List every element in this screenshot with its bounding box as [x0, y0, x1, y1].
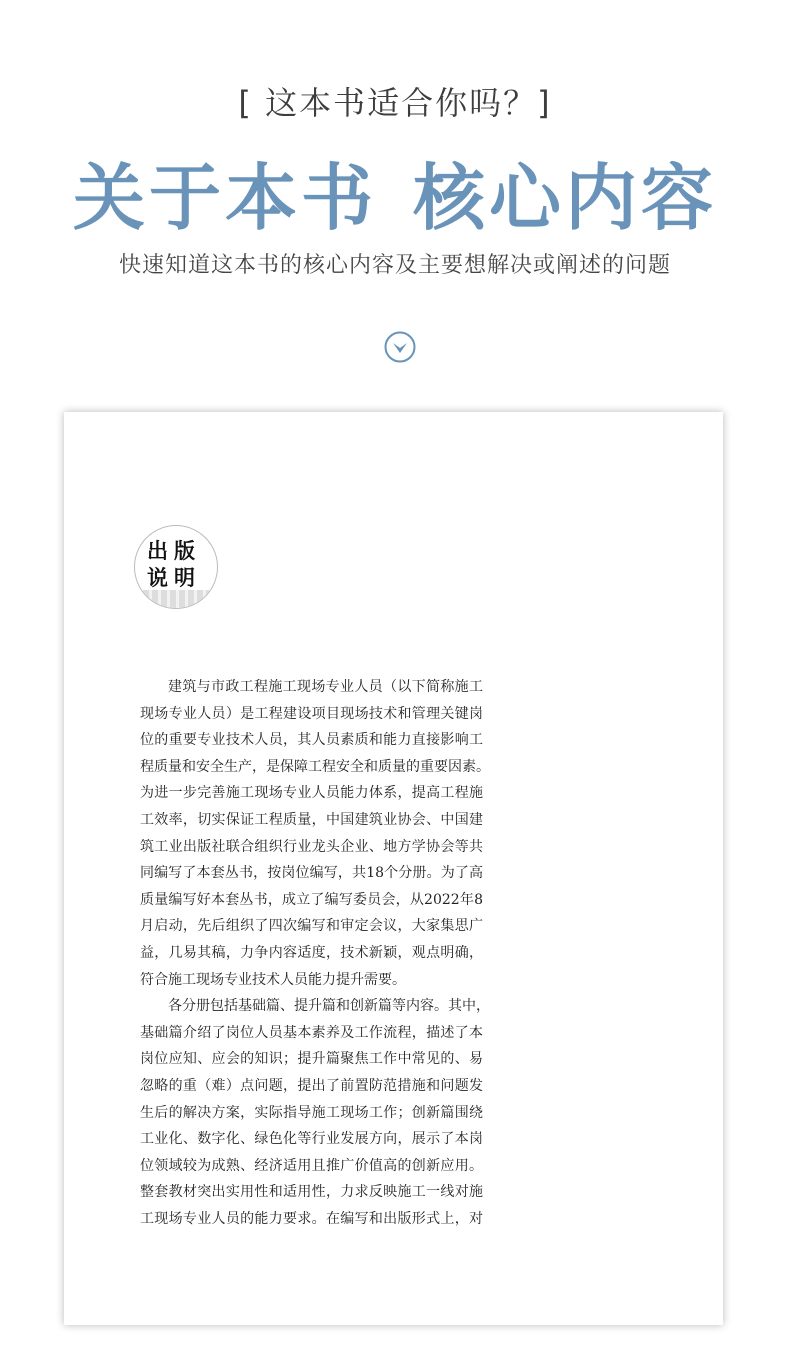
buildings-graphic [143, 590, 209, 608]
text-line: 月启动，先后组织了四次编写和审定会议，大家集思广 [140, 918, 483, 935]
badge-line-1: 出版 [147, 539, 201, 563]
text-line: 筑工业出版社联合组织行业龙头企业、地方学协会等共 [140, 838, 483, 855]
publication-note-badge [134, 525, 218, 609]
text-line: 现场专业人员）是工程建设项目现场技术和管理关键岗 [140, 705, 483, 722]
title-right: 核心内容 [413, 155, 718, 240]
text-line: 程质量和安全生产，是保障工程安全和质量的重要因素。 [140, 758, 490, 775]
text-line: 位领域较为成熟、经济适用且推广价值高的创新应用。 [140, 1157, 483, 1174]
title-left: 关于本书 [72, 155, 377, 240]
chevron-down-icon [384, 331, 416, 363]
text-line: 为进一步完善施工现场专业人员能力体系，提高工程施 [140, 785, 483, 802]
text-line: 益，几易其稿，力争内容适度，技术新颖，观点明确， [140, 944, 483, 961]
text-line: 符合施工现场专业技术人员能力提升需要。 [140, 971, 406, 988]
text-line: 忽略的重（难）点问题，提出了前置防范措施和问题发 [140, 1077, 483, 1094]
body-text [140, 674, 490, 1232]
text-line: 生后的解决方案，实际指导施工现场工作；创新篇围绕 [140, 1104, 483, 1121]
section-question: [ 这本书适合你吗？] [238, 84, 552, 122]
text-line: 各分册包括基础篇、提升篇和创新篇等内容。其中， [168, 998, 490, 1015]
badge-line-2: 说明 [147, 566, 201, 590]
text-line: 建筑与市政工程施工现场专业人员（以下简称施工 [168, 679, 483, 695]
text-line: 岗位应知、应会的知识；提升篇聚焦工作中常见的、易 [140, 1051, 483, 1068]
text-line: 质量编写好本套丛书，成立了编写委员会，从2022年8 [140, 891, 483, 908]
text-line: 工业化、数字化、绿色化等行业发展方向，展示了本岗 [140, 1131, 483, 1148]
text-line: 同编写了本套丛书，按岗位编写，共18个分册。为了高 [140, 865, 483, 882]
subtitle: 快速知道这本书的核心内容及主要想解决或阐述的问题 [118, 253, 671, 278]
page-title [0, 140, 790, 244]
text-line: 基础篇介绍了岗位人员基本素养及工作流程，描述了本 [140, 1024, 483, 1041]
text-line: 位的重要专业技术人员，其人员素质和能力直接影响工 [140, 732, 483, 749]
text-line: 工效率，切实保证工程质量，中国建筑业协会、中国建 [140, 811, 483, 828]
text-line: 工现场专业人员的能力要求。在编写和出版形式上，对 [140, 1210, 483, 1227]
book-page [64, 412, 723, 1325]
text-line: 整套教材突出实用性和适用性，力求反映施工一线对施 [140, 1184, 483, 1201]
